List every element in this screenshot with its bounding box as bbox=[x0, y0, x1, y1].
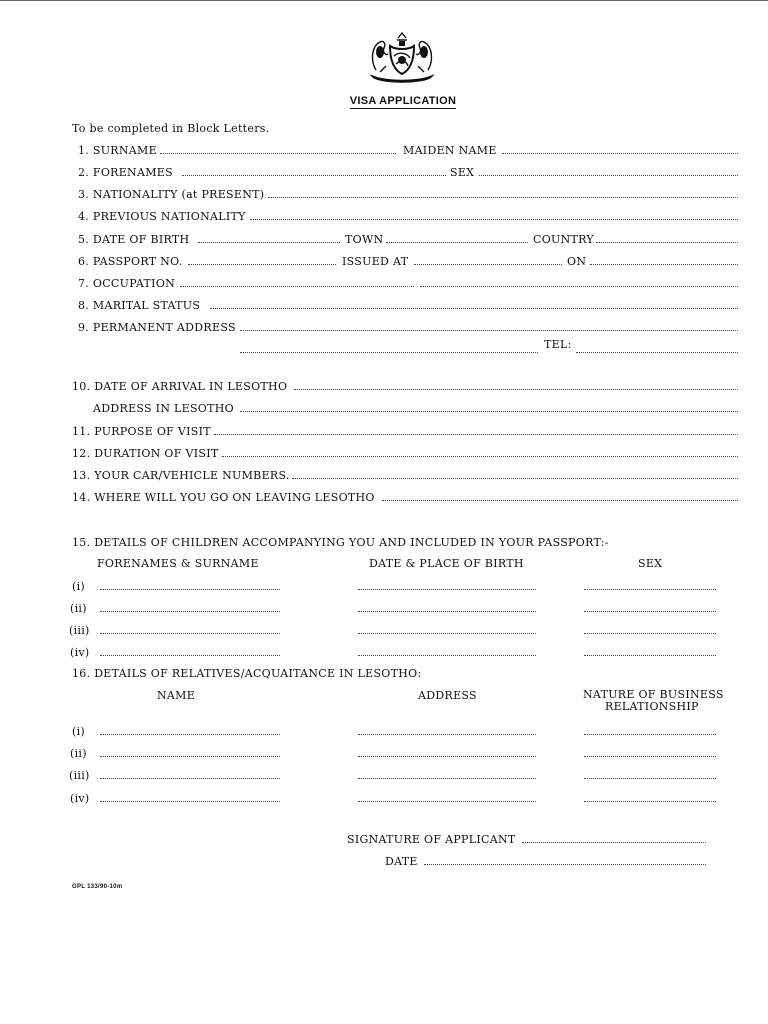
address-in-lesotho-field[interactable] bbox=[240, 411, 738, 412]
relative-2-relationship-field[interactable] bbox=[584, 756, 716, 757]
relative-3-address-field[interactable] bbox=[358, 778, 536, 779]
permanent-address-field[interactable] bbox=[240, 330, 738, 331]
previous-nationality-field[interactable] bbox=[250, 219, 738, 220]
relatives-col-name: NAME bbox=[157, 689, 196, 702]
permanent-address-line2[interactable] bbox=[240, 352, 538, 353]
permanent-address-label: 9. PERMANENT ADDRESS bbox=[78, 321, 236, 334]
lesotho-coat-of-arms-icon bbox=[366, 30, 438, 88]
child-1-birth-field[interactable] bbox=[358, 589, 536, 590]
address-in-lesotho-label: ADDRESS IN LESOTHO bbox=[93, 402, 234, 415]
scan-edge-line bbox=[0, 0, 768, 1]
relative-2-address-field[interactable] bbox=[358, 756, 536, 757]
marital-status-field[interactable] bbox=[210, 308, 738, 309]
child-2-name-field[interactable] bbox=[100, 611, 280, 612]
relative-1-address-field[interactable] bbox=[358, 734, 536, 735]
purpose-of-visit-field[interactable] bbox=[214, 434, 738, 435]
relatives-col-address: ADDRESS bbox=[418, 689, 477, 702]
country-field[interactable] bbox=[596, 242, 738, 243]
relative-3-relationship-field[interactable] bbox=[584, 778, 716, 779]
occupation-field[interactable] bbox=[180, 286, 414, 287]
leaving-destination-label: 14. WHERE WILL YOU GO ON LEAVING LESOTHO bbox=[72, 491, 375, 504]
passport-no-field[interactable] bbox=[188, 264, 336, 265]
child-4-birth-field[interactable] bbox=[358, 655, 536, 656]
date-of-birth-field[interactable] bbox=[198, 242, 340, 243]
relatives-row-label: (ii) bbox=[70, 747, 87, 760]
page-title: VISA APPLICATION bbox=[349, 95, 457, 107]
issued-on-label: ON bbox=[567, 255, 587, 268]
relatives-row-label: (iv) bbox=[70, 792, 90, 805]
child-4-sex-field[interactable] bbox=[584, 655, 716, 656]
surname-field[interactable] bbox=[160, 153, 396, 154]
relative-2-name-field[interactable] bbox=[100, 756, 280, 757]
relative-1-relationship-field[interactable] bbox=[584, 734, 716, 735]
child-2-sex-field[interactable] bbox=[584, 611, 716, 612]
purpose-of-visit-label: 11. PURPOSE OF VISIT bbox=[72, 425, 211, 438]
occupation-field-continued[interactable] bbox=[420, 286, 738, 287]
relative-1-name-field[interactable] bbox=[100, 734, 280, 735]
previous-nationality-label: 4. PREVIOUS NATIONALITY bbox=[78, 210, 246, 223]
date-of-arrival-label: 10. DATE OF ARRIVAL IN LESOTHO bbox=[72, 380, 288, 393]
tel-field[interactable] bbox=[576, 352, 738, 353]
date-of-birth-label: 5. DATE OF BIRTH bbox=[78, 233, 190, 246]
tel-label: TEL: bbox=[544, 338, 572, 351]
signature-label: SIGNATURE OF APPLICANT bbox=[347, 833, 516, 846]
relatives-section-heading: 16. DETAILS OF RELATIVES/ACQUAITANCE IN LESOTHO: bbox=[72, 667, 422, 680]
nationality-field[interactable] bbox=[268, 197, 738, 198]
town-label: TOWN bbox=[345, 233, 384, 246]
issued-at-label: ISSUED AT bbox=[342, 255, 409, 268]
child-3-name-field[interactable] bbox=[100, 633, 280, 634]
sex-label: SEX bbox=[450, 166, 475, 179]
date-field[interactable] bbox=[424, 864, 706, 865]
issued-on-field[interactable] bbox=[590, 264, 738, 265]
surname-label: 1. SURNAME bbox=[78, 144, 157, 157]
passport-no-label: 6. PASSPORT NO. bbox=[78, 255, 183, 268]
vehicle-numbers-field[interactable] bbox=[292, 478, 738, 479]
child-3-sex-field[interactable] bbox=[584, 633, 716, 634]
country-label: COUNTRY bbox=[533, 233, 594, 246]
relative-3-name-field[interactable] bbox=[100, 778, 280, 779]
relative-4-relationship-field[interactable] bbox=[584, 801, 716, 802]
instruction-text: To be completed in Block Letters. bbox=[72, 122, 270, 135]
relatives-col-nature: NATURE OF BUSINESS bbox=[583, 688, 724, 701]
issued-at-field[interactable] bbox=[414, 264, 562, 265]
vehicle-numbers-label: 13. YOUR CAR/VEHICLE NUMBERS. bbox=[72, 469, 290, 482]
children-row-label: (iii) bbox=[69, 624, 90, 637]
child-2-birth-field[interactable] bbox=[358, 611, 536, 612]
children-row-label: (iv) bbox=[70, 646, 90, 659]
children-row-label: (i) bbox=[72, 580, 86, 593]
child-4-name-field[interactable] bbox=[100, 655, 280, 656]
children-row-label: (ii) bbox=[70, 602, 87, 615]
children-section-heading: 15. DETAILS OF CHILDREN ACCOMPANYING YOU AND INCLUDED IN YOUR PASSPORT:- bbox=[72, 536, 609, 549]
nationality-label: 3. NATIONALITY (at PRESENT) bbox=[78, 188, 265, 201]
forenames-field[interactable] bbox=[182, 175, 446, 176]
signature-field[interactable] bbox=[522, 842, 706, 843]
marital-status-label: 8. MARITAL STATUS bbox=[78, 299, 201, 312]
form-code: GPL 133/90-10m bbox=[72, 884, 123, 890]
occupation-label: 7. OCCUPATION bbox=[78, 277, 176, 290]
relatives-row-label: (iii) bbox=[69, 769, 90, 782]
child-1-sex-field[interactable] bbox=[584, 589, 716, 590]
child-3-birth-field[interactable] bbox=[358, 633, 536, 634]
children-col-birth: DATE & PLACE OF BIRTH bbox=[369, 557, 524, 570]
relatives-col-relationship: RELATIONSHIP bbox=[605, 700, 699, 713]
sex-field[interactable] bbox=[479, 175, 738, 176]
town-field[interactable] bbox=[386, 242, 528, 243]
relative-4-name-field[interactable] bbox=[100, 801, 280, 802]
relative-4-address-field[interactable] bbox=[358, 801, 536, 802]
date-label: DATE bbox=[385, 855, 418, 868]
maiden-name-field[interactable] bbox=[502, 153, 738, 154]
children-col-sex: SEX bbox=[638, 557, 663, 570]
child-1-name-field[interactable] bbox=[100, 589, 280, 590]
date-of-arrival-field[interactable] bbox=[294, 389, 738, 390]
children-col-names: FORENAMES & SURNAME bbox=[97, 557, 259, 570]
forenames-label: 2. FORENAMES bbox=[78, 166, 173, 179]
relatives-row-label: (i) bbox=[72, 725, 86, 738]
leaving-destination-field[interactable] bbox=[382, 500, 738, 501]
duration-of-visit-label: 12. DURATION OF VISIT bbox=[72, 447, 219, 460]
duration-of-visit-field[interactable] bbox=[222, 456, 738, 457]
maiden-name-label: MAIDEN NAME bbox=[403, 144, 497, 157]
